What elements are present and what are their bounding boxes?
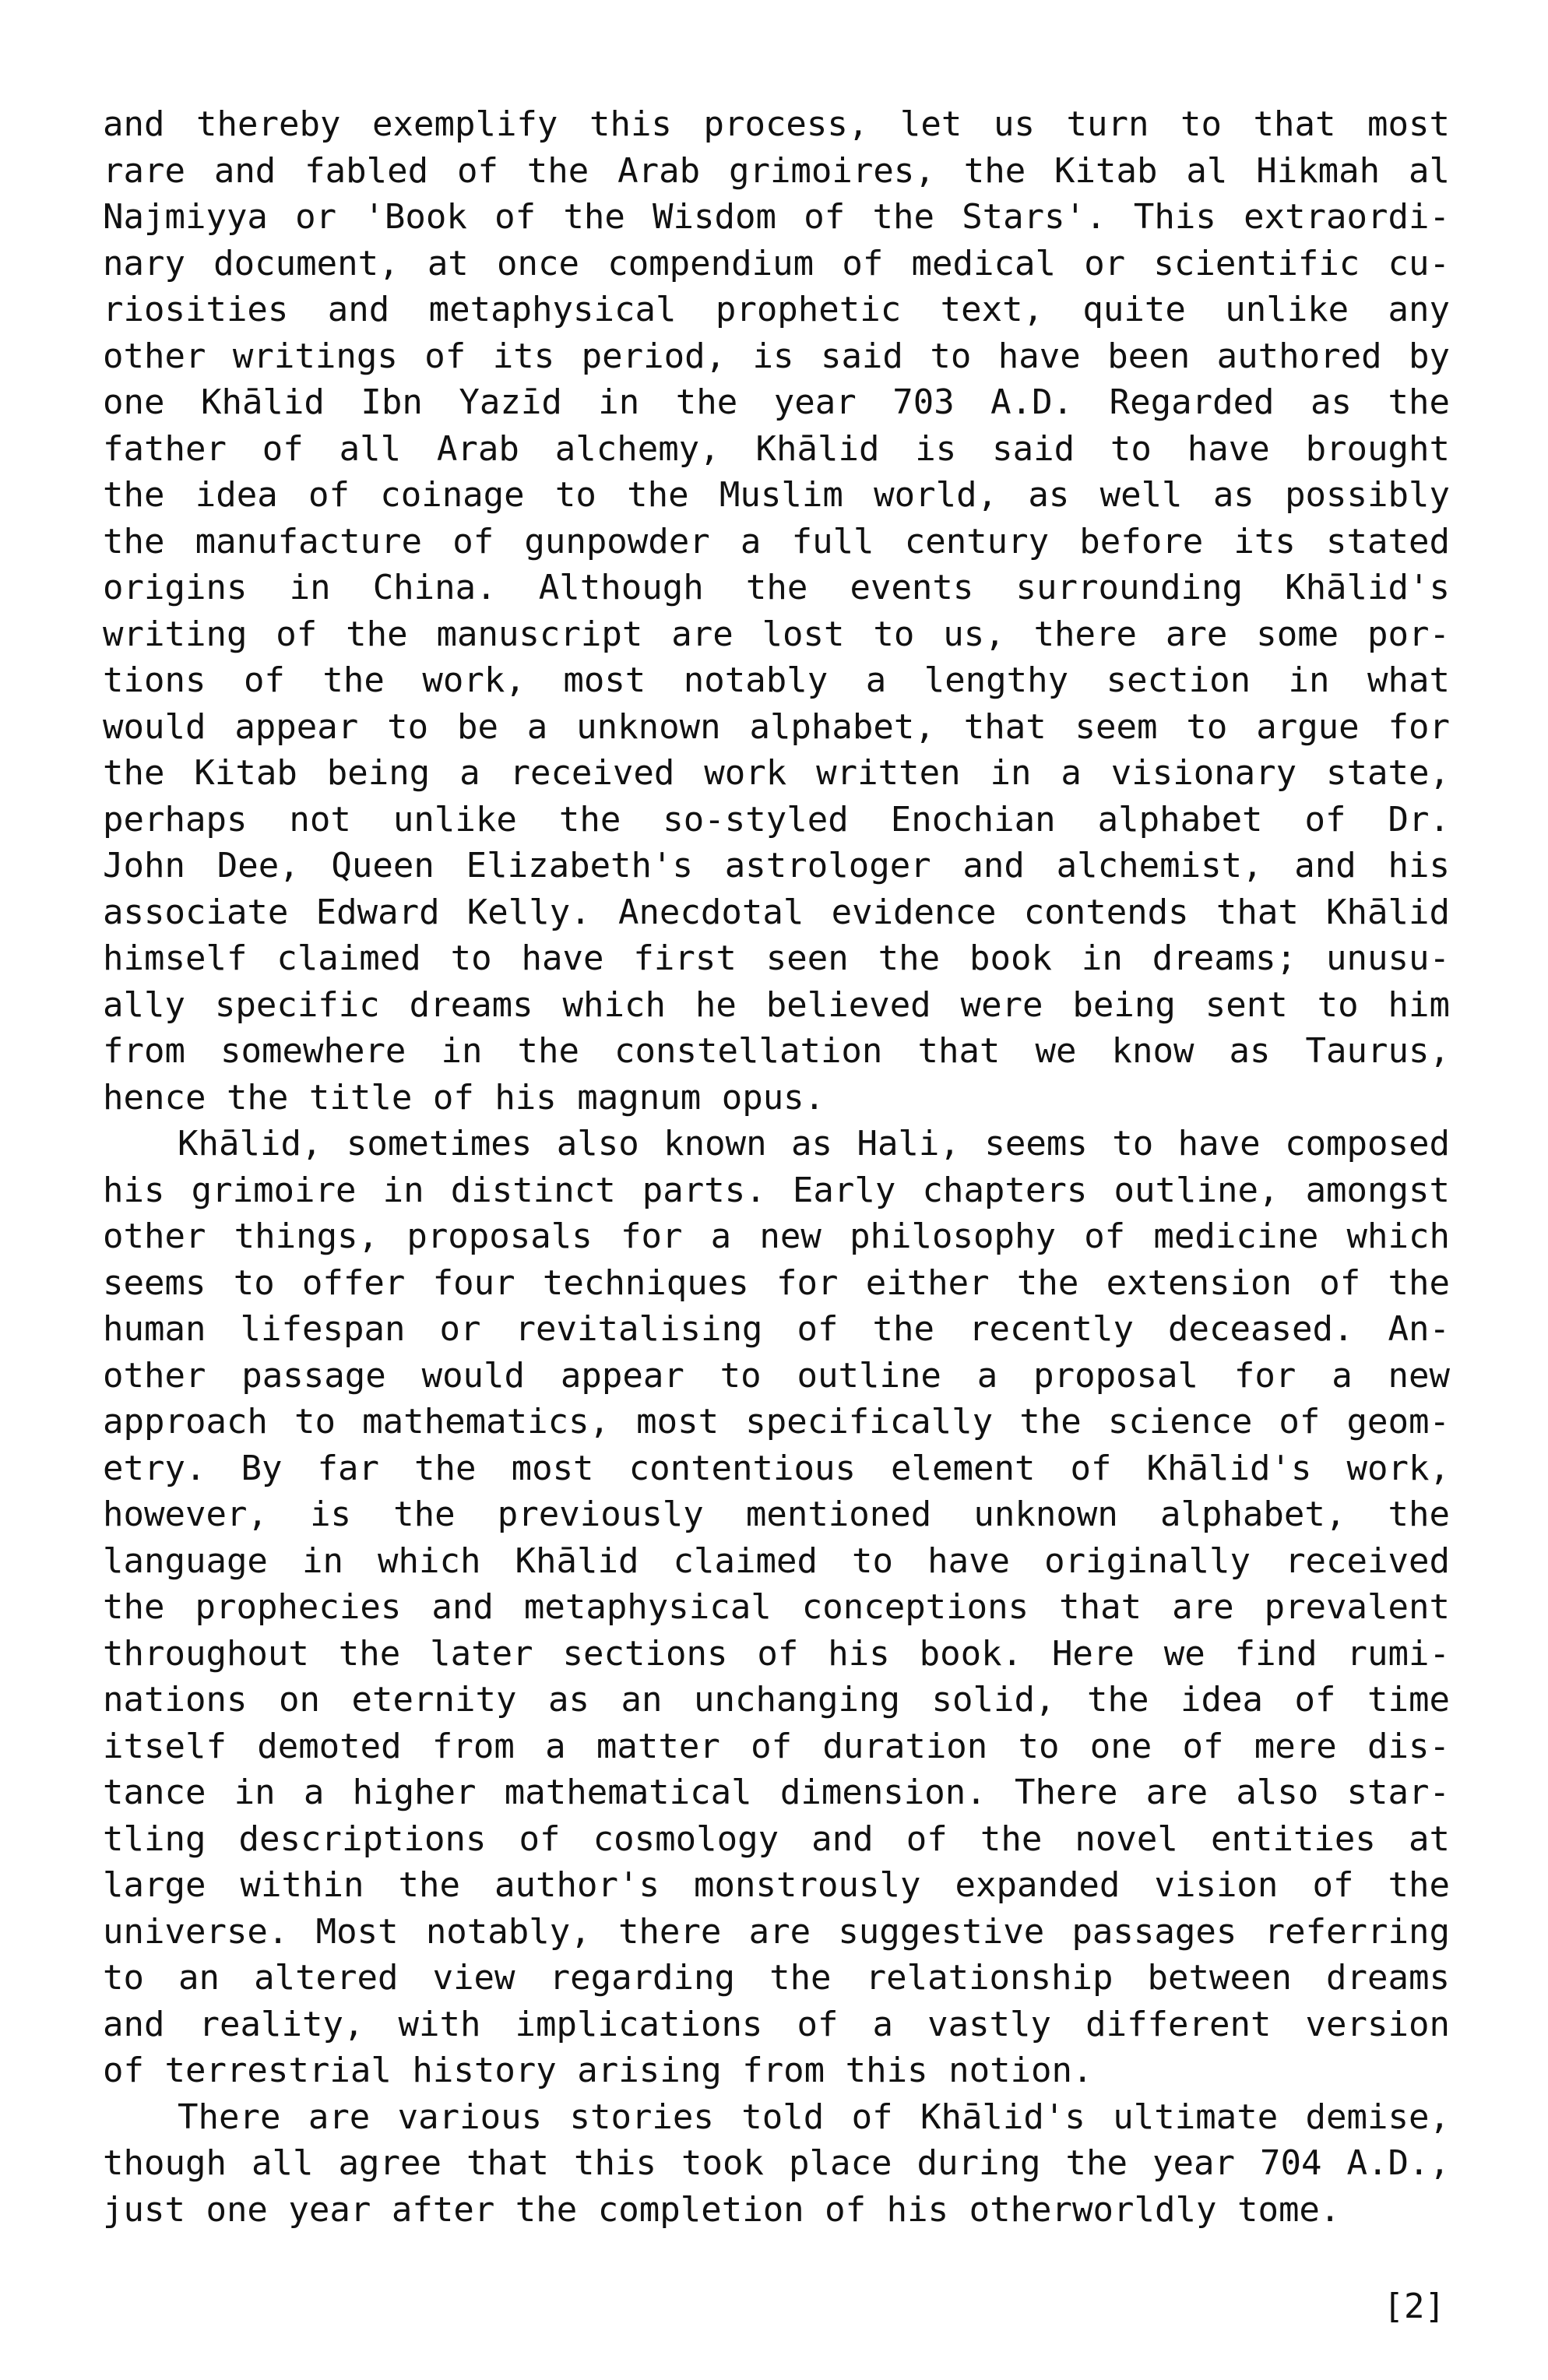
text-line: one Khālid Ibn Yazīd in the year 703 A.D. Regarded as the [103, 382, 1450, 422]
text-line: There are various stories told of Khālid's ultimate demise, [178, 2097, 1450, 2137]
page-number: [2] [1383, 2287, 1445, 2326]
text-line: large within the author's monstrously expanded vision of the [103, 1865, 1450, 1905]
text-line: tling descriptions of cosmology and of the novel entities at [103, 1818, 1450, 1859]
text-line: perhaps not unlike the so-styled Enochian alphabet of Dr. [103, 799, 1450, 840]
text-line: other things, proposals for a new philosophy of medicine which [103, 1216, 1450, 1256]
text-line: human lifespan or revitalising of the recently deceased. An- [103, 1309, 1450, 1349]
text-line: himself claimed to have first seen the book in dreams; unusu- [103, 938, 1450, 978]
paragraph-2 [103, 1121, 1450, 2094]
text-line: universe. Most notably, there are suggestive passages referring [103, 1911, 1450, 1952]
text-line: Khālid, sometimes also known as Hali, seems to have composed [178, 1124, 1450, 1164]
text-line: itself demoted from a matter of duration to one of mere dis- [103, 1726, 1450, 1766]
text-line: nary document, at once compendium of medical or scientific cu- [103, 243, 1450, 283]
text-line: other writings of its period, is said to have been authored by [103, 336, 1450, 376]
paragraph-3 [103, 2094, 1450, 2234]
text-line: father of all Arab alchemy, Khālid is said to have brought [103, 428, 1450, 469]
text-line: etry. By far the most contentious element of Khālid's work, [103, 1448, 1450, 1488]
text-line: riosities and metaphysical prophetic text, quite unlike any [103, 290, 1450, 329]
text-line: the idea of coinage to the Muslim world, as well as possibly [103, 475, 1450, 515]
document-page [103, 101, 1450, 2233]
text-line: would appear to be a unknown alphabet, that seem to argue for [103, 706, 1450, 747]
text-line: the prophecies and metaphysical conceptions that are prevalent [103, 1587, 1450, 1627]
text-line: hence the title of his magnum opus. [103, 1077, 825, 1118]
paragraph-1 [103, 101, 1450, 1121]
text-line: the manufacture of gunpowder a full century before its stated [103, 521, 1450, 562]
text-line: approach to mathematics, most specifically the science of geom- [103, 1402, 1450, 1442]
text-line: and thereby exemplify this process, let us turn to that most [103, 104, 1450, 144]
text-line: writing of the manuscript are lost to us, there are some por- [103, 614, 1450, 654]
text-line: language in which Khālid claimed to have originally received [103, 1540, 1450, 1581]
text-line: seems to offer four techniques for either the extension of the [103, 1262, 1450, 1303]
text-line: from somewhere in the constellation that we know as Taurus, [103, 1031, 1450, 1071]
text-line: ally specific dreams which he believed were being sent to him [103, 984, 1450, 1025]
text-line: rare and fabled of the Arab grimoires, the Kitab al Hikmah al [103, 150, 1450, 191]
text-line: just one year after the completion of his otherworldly tome. [103, 2189, 1341, 2230]
text-line: to an altered view regarding the relationship between dreams [103, 1958, 1450, 1998]
text-line: associate Edward Kelly. Anecdotal evidence contends that Khālid [103, 892, 1450, 932]
text-line: other passage would appear to outline a proposal for a new [103, 1355, 1450, 1396]
text-line: John Dee, Queen Elizabeth's astrologer and alchemist, and his [103, 846, 1450, 885]
text-line: origins in China. Although the events surrounding Khālid's [103, 568, 1450, 607]
text-line: tance in a higher mathematical dimension. There are also star- [103, 1773, 1450, 1812]
text-line: tions of the work, most notably a lengthy section in what [103, 660, 1450, 700]
text-line: and reality, with implications of a vastly different version [103, 2004, 1450, 2044]
text-line: throughout the later sections of his book. Here we find rumi- [103, 1633, 1450, 1674]
text-line: of terrestrial history arising from this notion. [103, 2051, 1093, 2090]
text-line: Najmiyya or 'Book of the Wisdom of the Stars'. This extraordi- [103, 197, 1450, 237]
text-line: his grimoire in distinct parts. Early chapters outline, amongst [103, 1170, 1450, 1210]
text-line: nations on eternity as an unchanging solid, the idea of time [103, 1680, 1450, 1720]
text-line: though all agree that this took place during the year 704 A.D., [103, 2143, 1450, 2183]
text-line: the Kitab being a received work written in a visionary state, [103, 753, 1450, 793]
text-line: however, is the previously mentioned unknown alphabet, the [103, 1495, 1450, 1534]
